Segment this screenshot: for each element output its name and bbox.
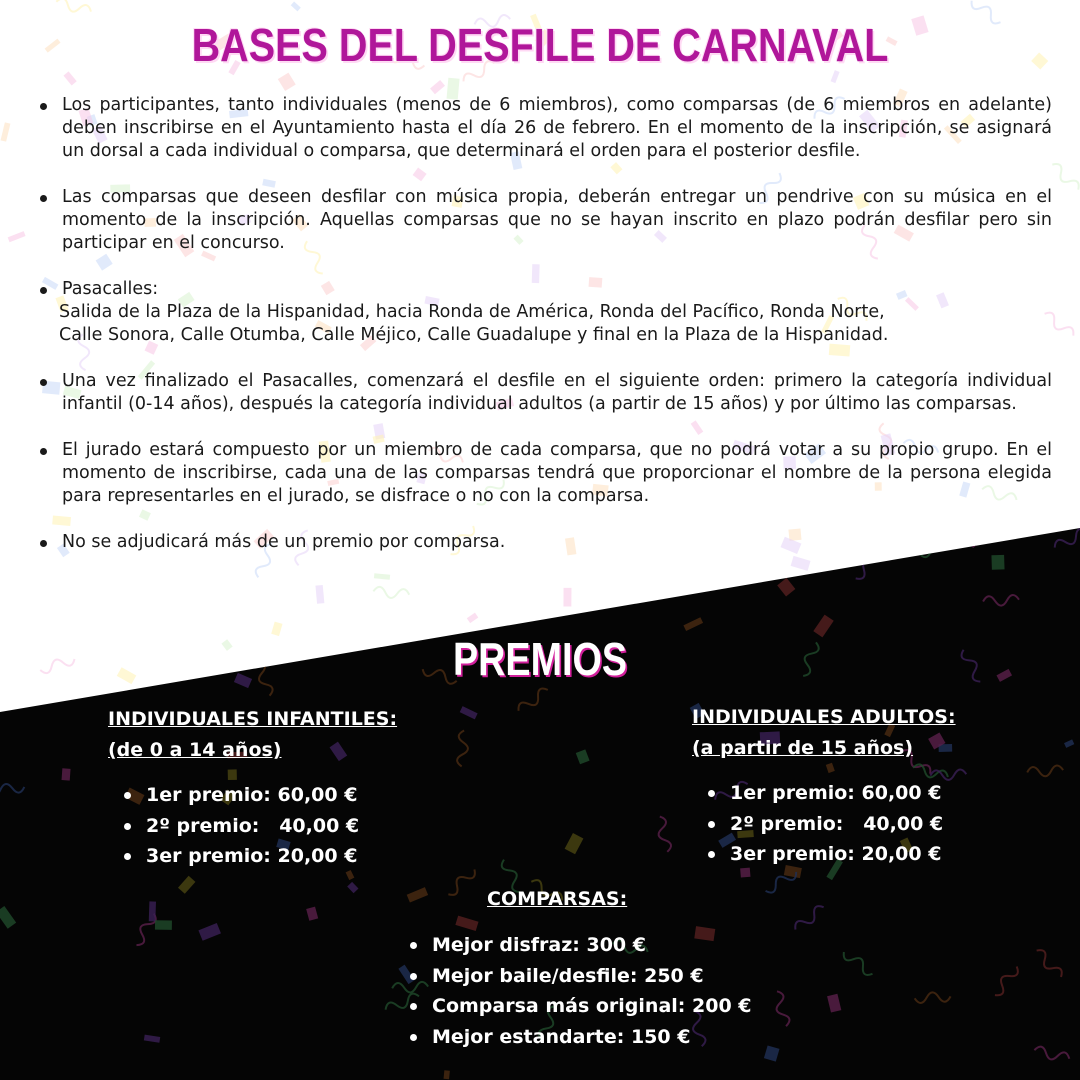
confetti-piece	[397, 78, 404, 89]
streamer-piece	[20, 632, 57, 655]
rule-text: Pasacalles:	[62, 279, 159, 299]
confetti-piece	[576, 749, 590, 764]
rule-text: Una vez finalizado el Pasacalles, comenzará el desfile en el siguiente orden: primero la categoría individual infantil (0-14 años), después la categoría individual adultos (a partir de 15 años) y por último las comparsas.	[62, 371, 1052, 414]
rules-list	[40, 94, 1052, 577]
confetti-piece	[996, 669, 1012, 682]
confetti-piece	[1064, 739, 1074, 747]
confetti-piece	[198, 610, 213, 630]
confetti-piece	[172, 77, 181, 91]
prize-item: Comparsa más original: 200 €	[408, 991, 752, 1022]
confetti-piece	[20, 657, 36, 678]
confetti-piece	[455, 916, 478, 931]
streamer-piece	[841, 948, 876, 978]
streamer-piece	[445, 866, 478, 898]
streamer-piece	[983, 595, 1019, 607]
prize-item: 1er premio: 60,00 €	[122, 780, 359, 811]
streamer-piece	[658, 82, 694, 93]
prize-item: 3er premio: 20,00 €	[706, 839, 943, 870]
prize-item: Mejor estandarte: 150 €	[408, 1022, 752, 1053]
bullet-icon	[124, 823, 131, 830]
confetti-piece	[62, 768, 71, 780]
confetti-piece	[144, 1035, 160, 1043]
prize-item: 2º premio: 40,00 €	[706, 809, 943, 840]
streamer-piece	[991, 963, 1021, 998]
rule-text: Los participantes, tanto individuales (menos de 6 miembros), como comparsas (de 6 miembros en adelante) deben inscribirse en el Ayuntamiento hasta el día 26 de febrero. En el momento de la inscripción, se asignará un dorsal a cada individual o comparsa, que determinará el orden para el posterior desfile.	[62, 95, 1052, 161]
comparsas-prize-list	[408, 930, 752, 1052]
bullet-icon	[40, 448, 47, 455]
confetti-piece	[987, 0, 1005, 13]
rule-single-prize	[40, 531, 1052, 554]
rule-pasacalles	[40, 278, 1052, 347]
streamer-piece	[914, 991, 950, 1003]
rule-registration	[40, 94, 1052, 163]
bullet-icon	[40, 287, 47, 294]
confetti-piece	[0, 306, 2, 319]
bullet-icon	[124, 853, 131, 860]
confetti-piece	[222, 81, 235, 94]
streamer-piece	[516, 686, 551, 715]
bullet-icon	[124, 792, 131, 799]
bullet-icon	[410, 1003, 417, 1010]
confetti-piece	[149, 901, 156, 921]
prize-item: 2º premio: 40,00 €	[122, 811, 359, 842]
bullet-icon	[410, 973, 417, 980]
streamer-piece	[1033, 947, 1065, 980]
confetti-piece	[291, 80, 303, 92]
confetti-piece	[683, 617, 703, 631]
confetti-piece	[0, 906, 16, 929]
adultos-prize-list	[706, 778, 943, 870]
bullet-icon	[708, 821, 715, 828]
rule-text: El jurado estará compuesto por un miembro de cada comparsa, que no podrá votar a su propio grupo. En el momento de inscribirse, cada una de las comparsas tendrá que proporcionar el nombre de la persona elegida para representarles en el jurado, se disfrace o no con la comparsa.	[62, 440, 1052, 506]
rule-text: No se adjudicará más de un premio por comparsa.	[62, 532, 506, 552]
streamer-piece	[457, 730, 469, 767]
rule-order	[40, 370, 1052, 416]
streamer-piece	[1033, 1045, 1070, 1063]
bullet-icon	[40, 195, 47, 202]
bullet-icon	[410, 1034, 417, 1041]
prize-item: Mejor disfraz: 300 €	[408, 930, 752, 961]
bullet-icon	[40, 103, 47, 110]
prize-item: Mejor baile/desfile: 250 €	[408, 961, 752, 992]
adultos-heading-text: INDIVIDUALES ADULTOS:	[692, 706, 956, 728]
confetti-piece	[445, 0, 458, 10]
confetti-piece	[764, 1045, 780, 1061]
confetti-piece	[919, 0, 935, 3]
confetti-piece	[89, 1, 103, 18]
infantiles-subheading: (de 0 a 14 años)	[108, 739, 282, 761]
route-line: Calle Sonora, Calle Otumba, Calle Méjico, Calle Guadalupe y final en la Plaza de la Hispanidad.	[59, 325, 889, 345]
confetti-piece	[827, 994, 841, 1013]
rule-text: Las comparsas que deseen desfilar con música propia, deberán entregar un pendrive con su música en el momento de la inscripción. Aquellas comparsas que no se hayan inscrito en plazo podrán desfilar pero sin participar en el concurso.	[62, 187, 1052, 253]
infantiles-heading	[108, 704, 397, 766]
confetti-piece	[306, 907, 318, 921]
bullet-icon	[40, 540, 47, 547]
infantiles-heading-text: INDIVIDUALES INFANTILES:	[108, 708, 398, 730]
bullet-icon	[410, 942, 417, 949]
streamer-piece	[655, 816, 672, 853]
route-line: Salida de la Plaza de la Hispanidad, hacia Ronda de América, Ronda del Pacífico, Ronda Norte,	[59, 302, 885, 322]
bullet-icon	[40, 379, 47, 386]
confetti-piece	[826, 763, 835, 773]
confetti-piece	[198, 923, 221, 941]
confetti-piece	[125, 75, 144, 92]
confetti-piece	[347, 882, 358, 893]
confetti-piece	[565, 833, 584, 854]
prize-item: 3er premio: 20,00 €	[122, 841, 359, 872]
streamer-piece	[792, 903, 826, 933]
rule-jury	[40, 439, 1052, 508]
confetti-piece	[178, 876, 195, 894]
comparsas-heading: COMPARSAS:	[487, 888, 628, 910]
premios-title: PREMIOS	[453, 633, 627, 685]
streamer-piece	[0, 782, 25, 796]
adultos-heading	[692, 702, 956, 764]
bullet-icon	[708, 851, 715, 858]
streamer-piece	[1027, 765, 1064, 777]
infantiles-prize-list	[122, 780, 359, 872]
confetti-piece	[155, 920, 172, 930]
confetti-piece	[228, 769, 237, 780]
page-title: BASES DEL DESFILE DE CARNAVAL	[191, 19, 889, 71]
streamer-piece	[772, 990, 791, 1027]
confetti-piece	[407, 887, 428, 902]
streamer-piece	[1052, 526, 1080, 552]
confetti-piece	[444, 1070, 450, 1079]
bullet-icon	[708, 790, 715, 797]
confetti-piece	[460, 706, 478, 719]
confetti-piece	[777, 578, 795, 597]
prize-item: 1er premio: 60,00 €	[706, 778, 943, 809]
adultos-subheading: (a partir de 15 años)	[692, 737, 914, 759]
rule-music	[40, 186, 1052, 255]
